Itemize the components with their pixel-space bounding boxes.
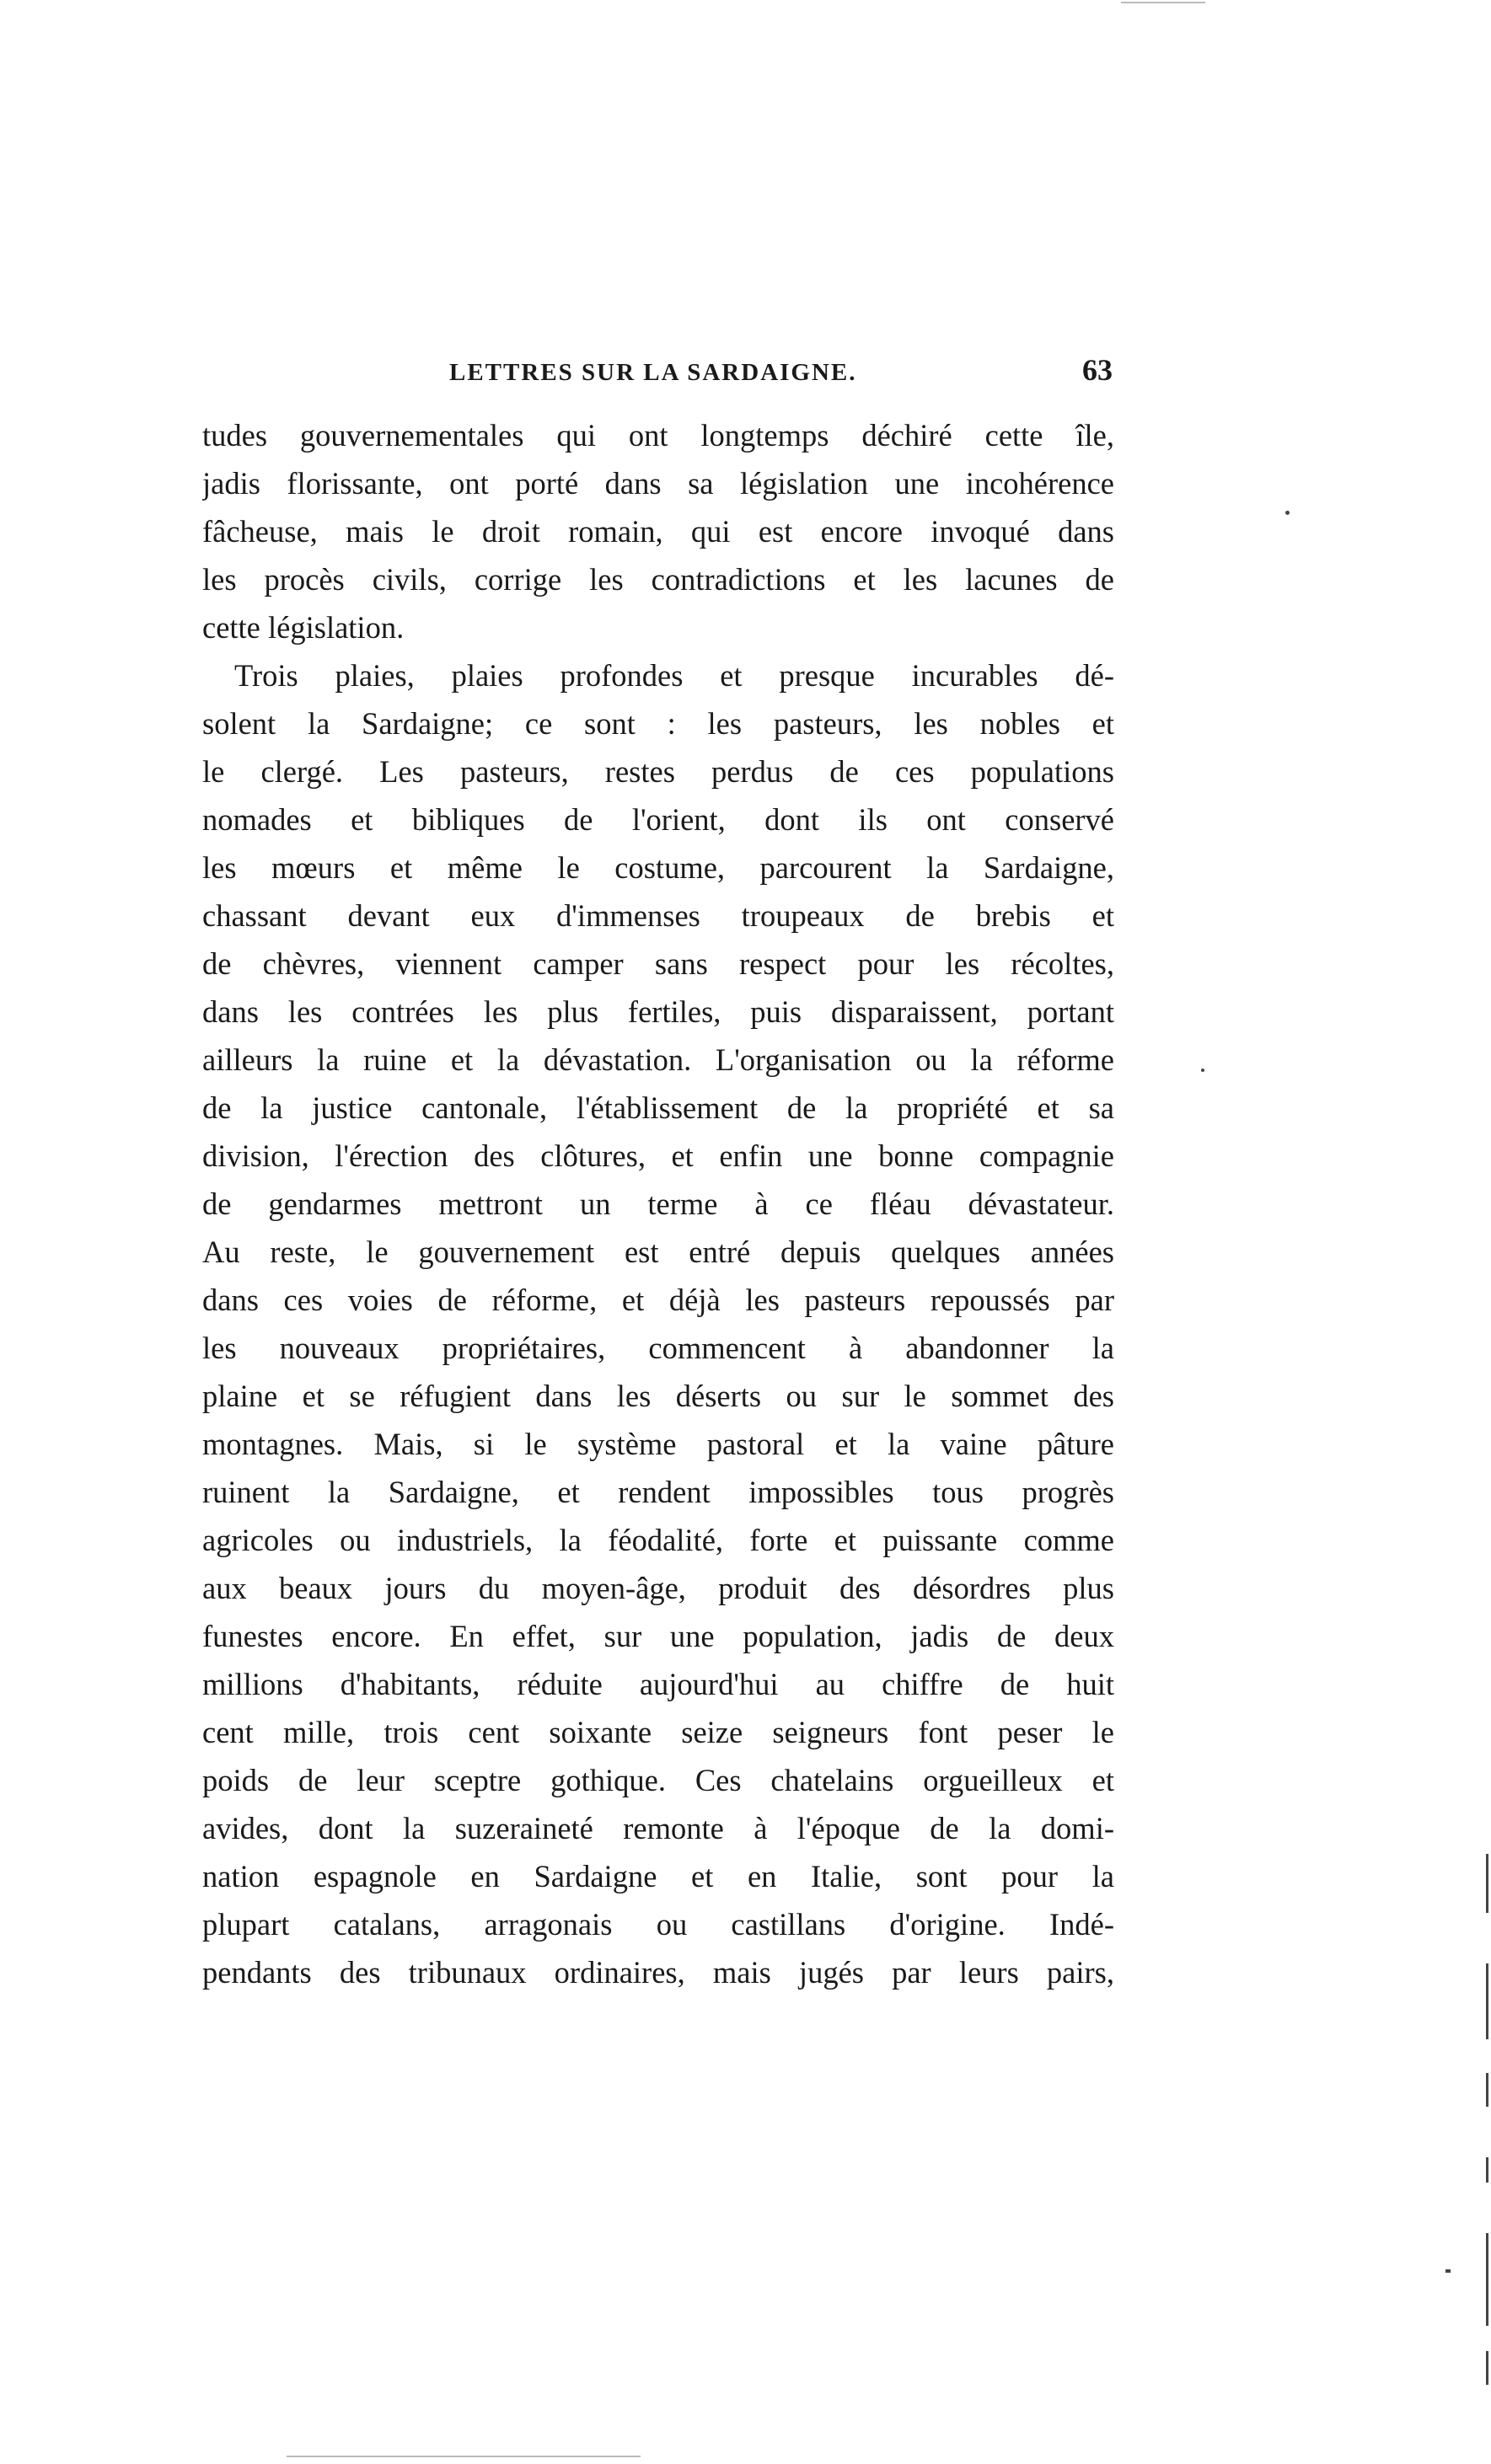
text-line: plaine et se réfugient dans les déserts ou sur le sommet des — [202, 1379, 1114, 1413]
text-line: millions d'habitants, réduite aujourd'hui au chiffre de huit — [202, 1667, 1114, 1701]
text-line: Au reste, le gouvernement est entré depuis quelques années — [202, 1235, 1114, 1269]
text-line: montagnes. Mais, si le système pastoral et la vaine pâture — [202, 1427, 1114, 1461]
text-line: tudes gouvernementales qui ont longtemps déchiré cette île, — [202, 418, 1114, 453]
margin-dot — [1201, 1069, 1204, 1072]
paragraph-1 — [202, 411, 1114, 651]
bottom-edge-rule — [287, 2456, 641, 2457]
text-line: plupart catalans, arragonais ou castillans d'origine. Indé- — [202, 1907, 1114, 1942]
text-line: de chèvres, viennent camper sans respect pour les récoltes, — [202, 946, 1114, 981]
running-head — [202, 352, 1113, 394]
margin-rule — [1486, 2233, 1488, 2326]
text-line: nomades et bibliques de l'orient, dont ils ont conservé — [202, 802, 1114, 837]
margin-rule — [1486, 2157, 1488, 2183]
text-line: avides, dont la suzeraineté remonte à l'époque de la domi- — [202, 1811, 1114, 1845]
text-line: Trois plaies, plaies profondes et presque incurables dé- — [234, 658, 1114, 693]
margin-rule — [1486, 2073, 1488, 2107]
text-line: dans les contrées les plus fertiles, puis disparaissent, portant — [202, 994, 1114, 1029]
text-line: poids de leur sceptre gothique. Ces chatelains orgueilleux et — [202, 1763, 1114, 1797]
text-line: de gendarmes mettront un terme à ce fléau dévastateur. — [202, 1186, 1114, 1221]
margin-dot — [1445, 2269, 1451, 2273]
text-line: division, l'érection des clôtures, et enfin une bonne compagnie — [202, 1138, 1114, 1173]
margin-rule — [1486, 2351, 1488, 2385]
text-line: fâcheuse, mais le droit romain, qui est encore invoqué dans — [202, 514, 1114, 549]
text-line: les nouveaux propriétaires, commencent à abandonner la — [202, 1331, 1114, 1365]
text-line: cette législation. — [202, 610, 405, 645]
text-line: dans ces voies de réforme, et déjà les pasteurs repoussés par — [202, 1283, 1114, 1317]
running-title: LETTRES SUR LA SARDAIGNE. — [449, 359, 857, 386]
margin-rule — [1486, 1963, 1488, 2039]
text-line: de la justice cantonale, l'établissement de la propriété et sa — [202, 1090, 1114, 1125]
text-line: les procès civils, corrige les contradictions et les lacunes de — [202, 562, 1114, 597]
margin-dot — [1285, 511, 1290, 515]
text-line: ruinent la Sardaigne, et rendent impossibles tous progrès — [202, 1475, 1114, 1509]
text-line: agricoles ou industriels, la féodalité, forte et puissante comme — [202, 1523, 1114, 1557]
top-edge-rule — [1121, 2, 1205, 3]
text-line: pendants des tribunaux ordinaires, mais jugés par leurs pairs, — [202, 1955, 1114, 1990]
text-line: aux beaux jours du moyen-âge, produit des désordres plus — [202, 1571, 1114, 1605]
text-line: ailleurs la ruine et la dévastation. L'organisation ou la réforme — [202, 1042, 1114, 1077]
text-line: chassant devant eux d'immenses troupeaux de brebis et — [202, 898, 1114, 933]
margin-rule — [1486, 1854, 1488, 1913]
text-line: les mœurs et même le costume, parcourent la Sardaigne, — [202, 850, 1114, 885]
paragraph-2 — [202, 651, 1114, 1996]
text-line: jadis florissante, ont porté dans sa législation une incohérence — [202, 466, 1114, 501]
text-line: le clergé. Les pasteurs, restes perdus de ces populations — [202, 754, 1114, 789]
text-line: cent mille, trois cent soixante seize seigneurs font peser le — [202, 1715, 1114, 1749]
text-line: solent la Sardaigne; ce sont : les pasteurs, les nobles et — [202, 706, 1114, 741]
text-line: funestes encore. En effet, sur une population, jadis de deux — [202, 1619, 1114, 1653]
page-number: 63 — [1082, 353, 1113, 387]
text-line: nation espagnole en Sardaigne et en Italie, sont pour la — [202, 1859, 1114, 1894]
body-text — [202, 411, 1114, 1996]
